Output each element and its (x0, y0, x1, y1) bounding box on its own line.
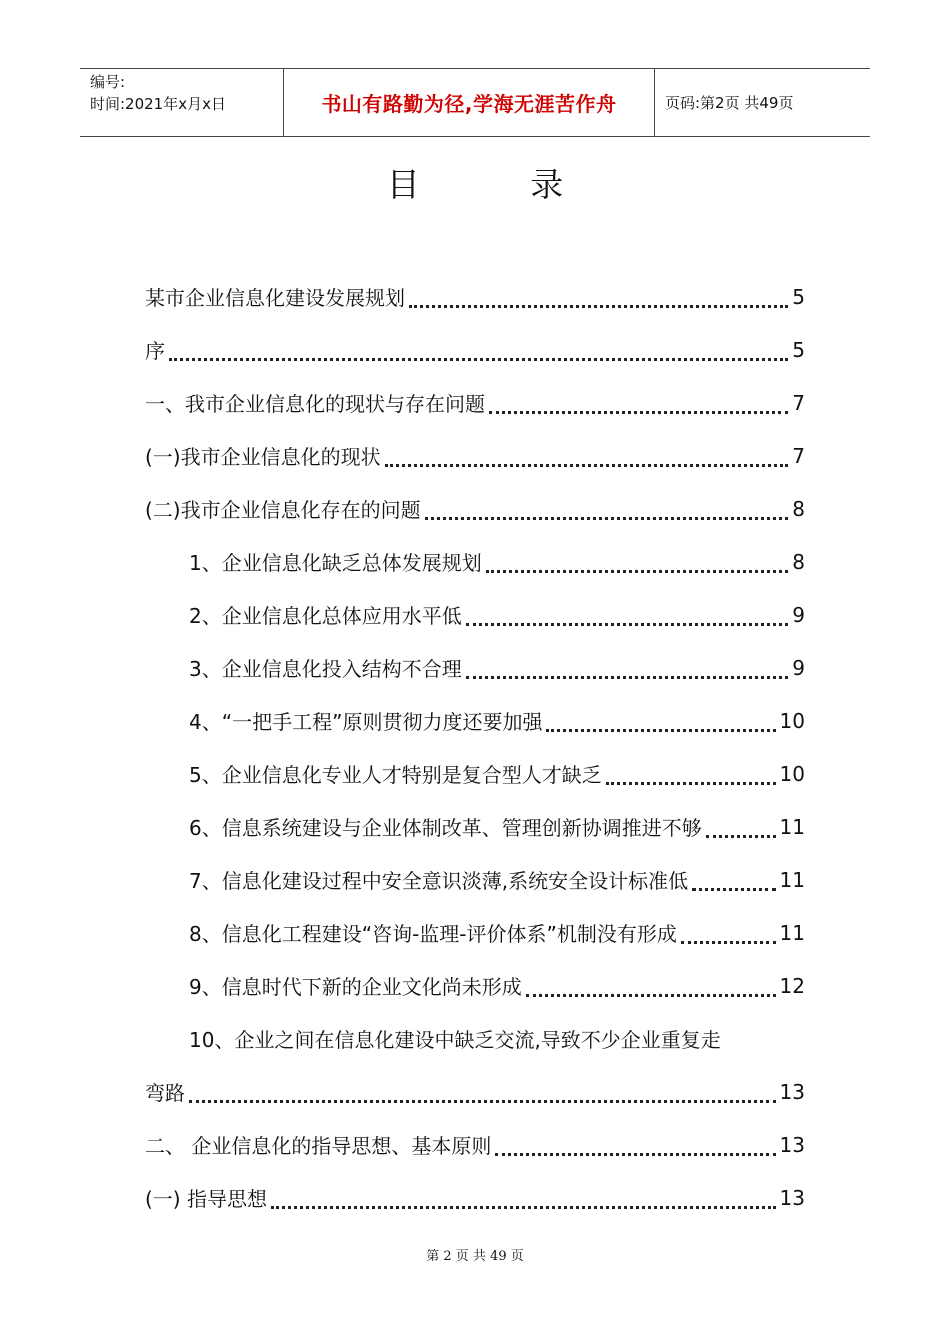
dot-leader (189, 1078, 776, 1103)
toc-page-number: 8 (792, 496, 805, 521)
toc-entry[interactable] (145, 694, 805, 747)
toc-page-number: 8 (792, 549, 805, 574)
toc-entry-text: 4、“一把手工程”原则贯彻力度还要加强 (189, 710, 543, 734)
toc-entry-text: 7、信息化建设过程中安全意识淡薄,系统安全设计标准低 (189, 869, 689, 893)
toc-entry-text: 8、信息化工程建设“咨询-监理-评价体系”机制没有形成 (189, 922, 677, 946)
dot-leader (546, 707, 775, 732)
toc-page-number: 13 (779, 1132, 805, 1157)
dot-leader (692, 866, 775, 891)
toc-entry[interactable] (145, 429, 805, 482)
toc-entry-wrapped[interactable] (145, 1012, 805, 1065)
toc-page-number: 5 (792, 284, 805, 309)
toc-entry[interactable] (145, 482, 805, 535)
toc-entry-text: 某市企业信息化建设发展规划 (145, 286, 405, 310)
dot-leader (425, 495, 789, 520)
toc-entry-text: 序 (145, 339, 165, 363)
toc-entry[interactable] (145, 1118, 805, 1171)
toc-entry-text: 2、企业信息化总体应用水平低 (189, 604, 462, 628)
toc-entry[interactable] (145, 641, 805, 694)
page-title: 目 录 (386, 165, 614, 204)
toc-entry-text: 10、企业之间在信息化建设中缺乏交流,导致不少企业重复走 (189, 1028, 721, 1052)
toc-entry-text: 二、 企业信息化的指导思想、基本原则 (145, 1134, 492, 1158)
toc-page-number: 9 (792, 655, 805, 680)
toc-page-number: 10 (779, 761, 805, 786)
toc-entry-text: 5、企业信息化专业人才特别是复合型人才缺乏 (189, 763, 602, 787)
dot-leader (706, 813, 776, 838)
toc-page-number: 13 (779, 1185, 805, 1210)
toc-entry[interactable] (145, 535, 805, 588)
dot-leader (385, 442, 789, 467)
toc-page-number: 11 (779, 814, 805, 839)
toc-entry-text: (一)我市企业信息化的现状 (145, 445, 381, 469)
toc-page-number: 5 (792, 337, 805, 362)
toc-entry-continuation[interactable] (145, 1065, 805, 1118)
toc-entry[interactable] (145, 800, 805, 853)
toc-entry[interactable] (145, 270, 805, 323)
dot-leader (486, 548, 789, 573)
code-label: 编号: (90, 73, 126, 91)
toc-entry-text: 3、企业信息化投入结构不合理 (189, 657, 462, 681)
toc-entry[interactable] (145, 588, 805, 641)
dot-leader (169, 336, 788, 361)
toc-entry-text: 6、信息系统建设与企业体制改革、管理创新协调推进不够 (189, 816, 702, 840)
dot-leader (606, 760, 776, 785)
dot-leader (466, 601, 789, 626)
toc-page-number: 11 (779, 920, 805, 945)
toc-entry[interactable] (145, 376, 805, 429)
toc-page-number: 7 (792, 443, 805, 468)
page-footer: 第 2 页 共 49 页 (426, 1249, 524, 1264)
dot-leader (495, 1131, 775, 1156)
toc-entry-text: 一、我市企业信息化的现状与存在问题 (145, 392, 485, 416)
header-meta (80, 69, 283, 136)
dot-leader (271, 1184, 776, 1209)
toc-page-number: 13 (779, 1079, 805, 1104)
toc-entry[interactable] (145, 906, 805, 959)
toc-page-number: 12 (779, 973, 805, 998)
table-of-contents (145, 270, 805, 1224)
dot-leader (489, 389, 788, 414)
toc-entry-text: 弯路 (145, 1081, 185, 1105)
toc-page-number: 10 (779, 708, 805, 733)
toc-entry[interactable] (145, 747, 805, 800)
toc-entry-text: 9、信息时代下新的企业文化尚未形成 (189, 975, 522, 999)
toc-entry-text: 1、企业信息化缺乏总体发展规划 (189, 551, 482, 575)
toc-page-number: 11 (779, 867, 805, 892)
toc-page-number: 9 (792, 602, 805, 627)
toc-entry[interactable] (145, 853, 805, 906)
dot-leader (681, 919, 776, 944)
dot-leader (526, 972, 776, 997)
page-header (80, 68, 870, 137)
toc-entry[interactable] (145, 959, 805, 1012)
toc-entry-text: (二)我市企业信息化存在的问题 (145, 498, 421, 522)
dot-leader (409, 283, 788, 308)
toc-entry-text: (一) 指导思想 (145, 1187, 267, 1211)
date-text: 时间:2021年x月x日 (90, 95, 226, 113)
header-motto: 书山有路勤为径,学海无涯苦作舟 (283, 69, 655, 136)
toc-entry[interactable] (145, 323, 805, 376)
header-page-info: 页码:第2页 共49页 (665, 94, 794, 112)
toc-page-number: 7 (792, 390, 805, 415)
dot-leader (466, 654, 789, 679)
toc-entry[interactable] (145, 1171, 805, 1224)
